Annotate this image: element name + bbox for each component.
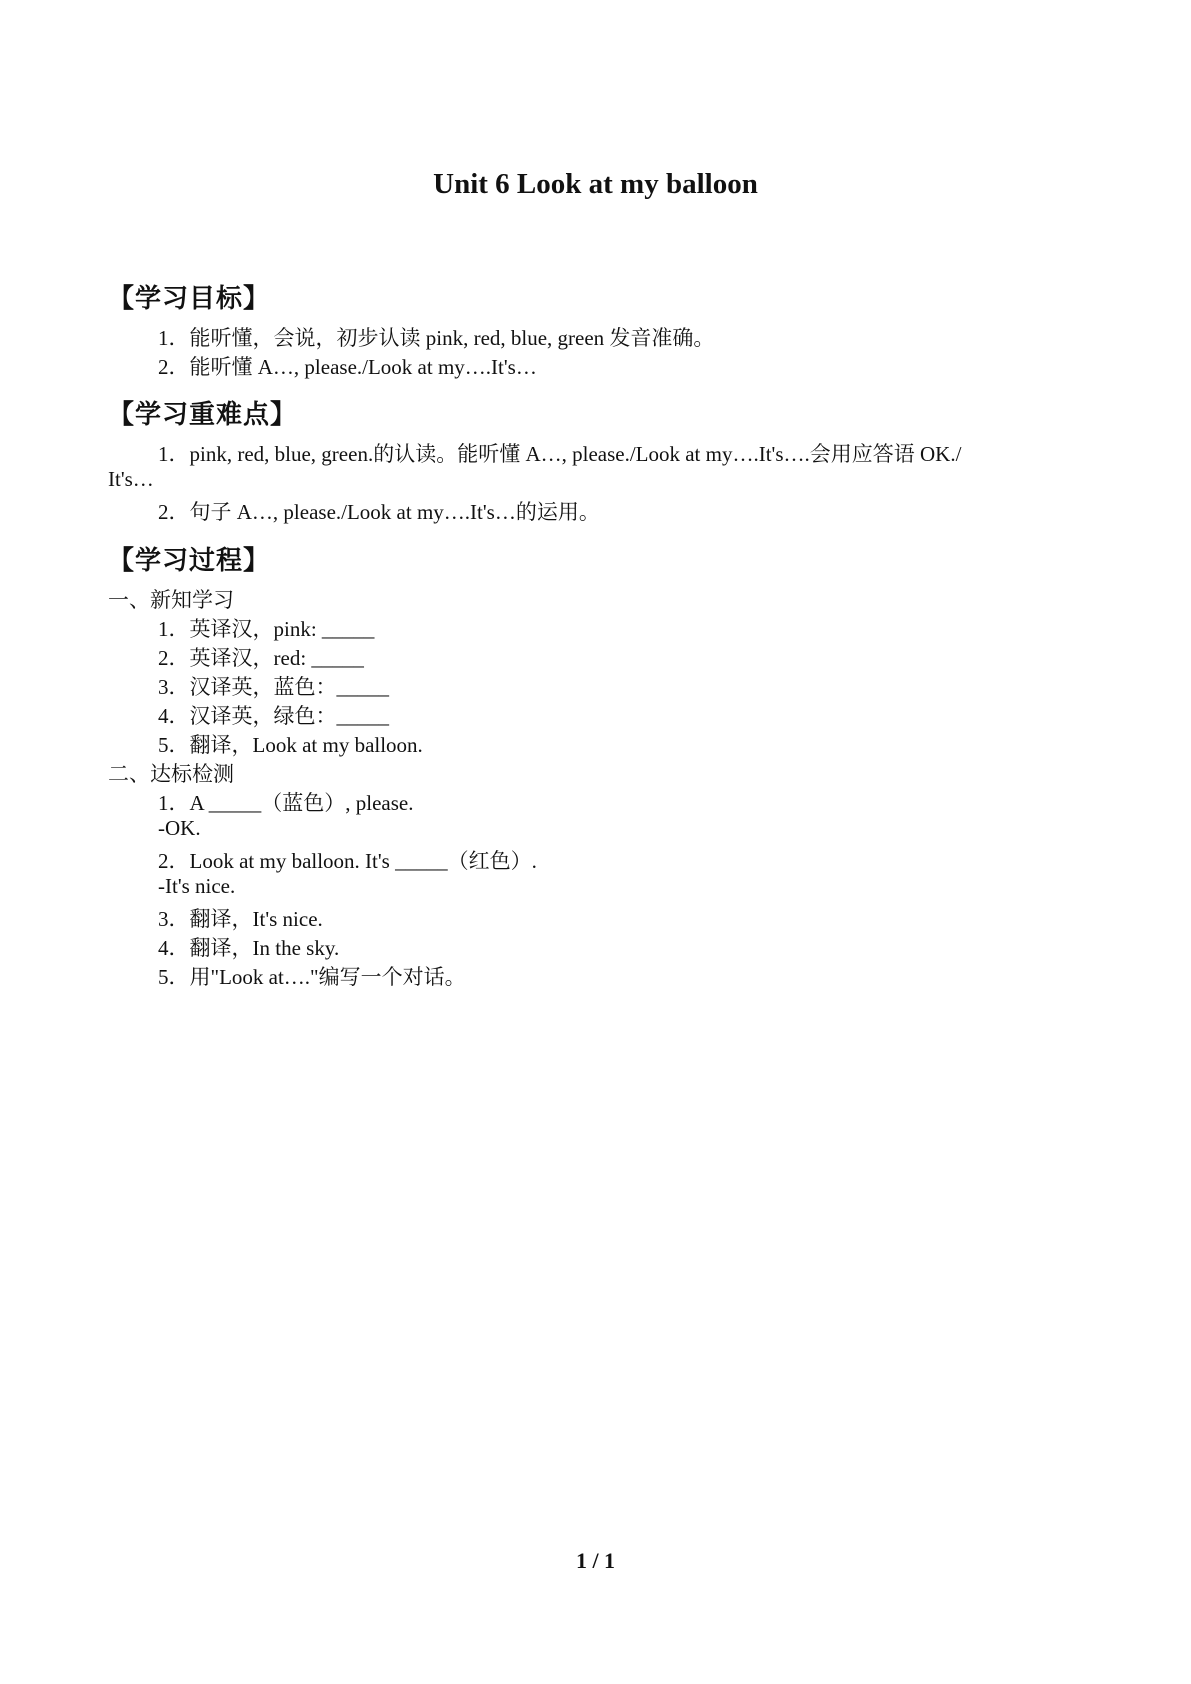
exercise-item: 3．汉译英，蓝色：_____: [158, 675, 389, 699]
key-point-item-continued: It's…: [108, 467, 154, 491]
section-heading-process: 【学习过程】: [108, 546, 271, 576]
objective-item: 1．能听懂，会说，初步认读 pink, red, blue, green 发音准确。: [158, 326, 715, 350]
document-title: Unit 6 Look at my balloon: [433, 168, 758, 200]
subsection-heading-new-learning: 一、新知学习: [108, 588, 234, 612]
assessment-item: -OK.: [158, 816, 201, 840]
assessment-item: 4．翻译，In the sky.: [158, 936, 340, 960]
subsection-heading-assessment: 二、达标检测: [108, 762, 234, 786]
key-point-item: 2．句子 A…, please./Look at my….It's…的运用。: [158, 500, 600, 524]
page-number: 1 / 1: [575, 1548, 616, 1573]
exercise-item: 2．英译汉，red: _____: [158, 646, 364, 670]
assessment-item: 2．Look at my balloon. It's _____（红色）.: [158, 849, 537, 873]
objective-item: 2．能听懂 A…, please./Look at my….It's…: [158, 355, 537, 379]
exercise-item: 1．英译汉，pink: _____: [158, 617, 375, 641]
exercise-item: 4．汉译英，绿色：_____: [158, 704, 389, 728]
key-point-item: 1．pink, red, blue, green.的认读。能听懂 A…, please./Look at my….It's….会用应答语 OK./: [158, 442, 962, 466]
assessment-item: 5．用"Look at…."编写一个对话。: [158, 965, 466, 989]
assessment-item: 1．A _____（蓝色）, please.: [158, 791, 414, 815]
section-heading-key-points: 【学习重难点】: [108, 400, 298, 430]
exercise-item: 5．翻译，Look at my balloon.: [158, 733, 423, 757]
assessment-item: 3．翻译，It's nice.: [158, 907, 323, 931]
assessment-item: -It's nice.: [158, 874, 236, 898]
section-heading-objectives: 【学习目标】: [108, 284, 271, 314]
